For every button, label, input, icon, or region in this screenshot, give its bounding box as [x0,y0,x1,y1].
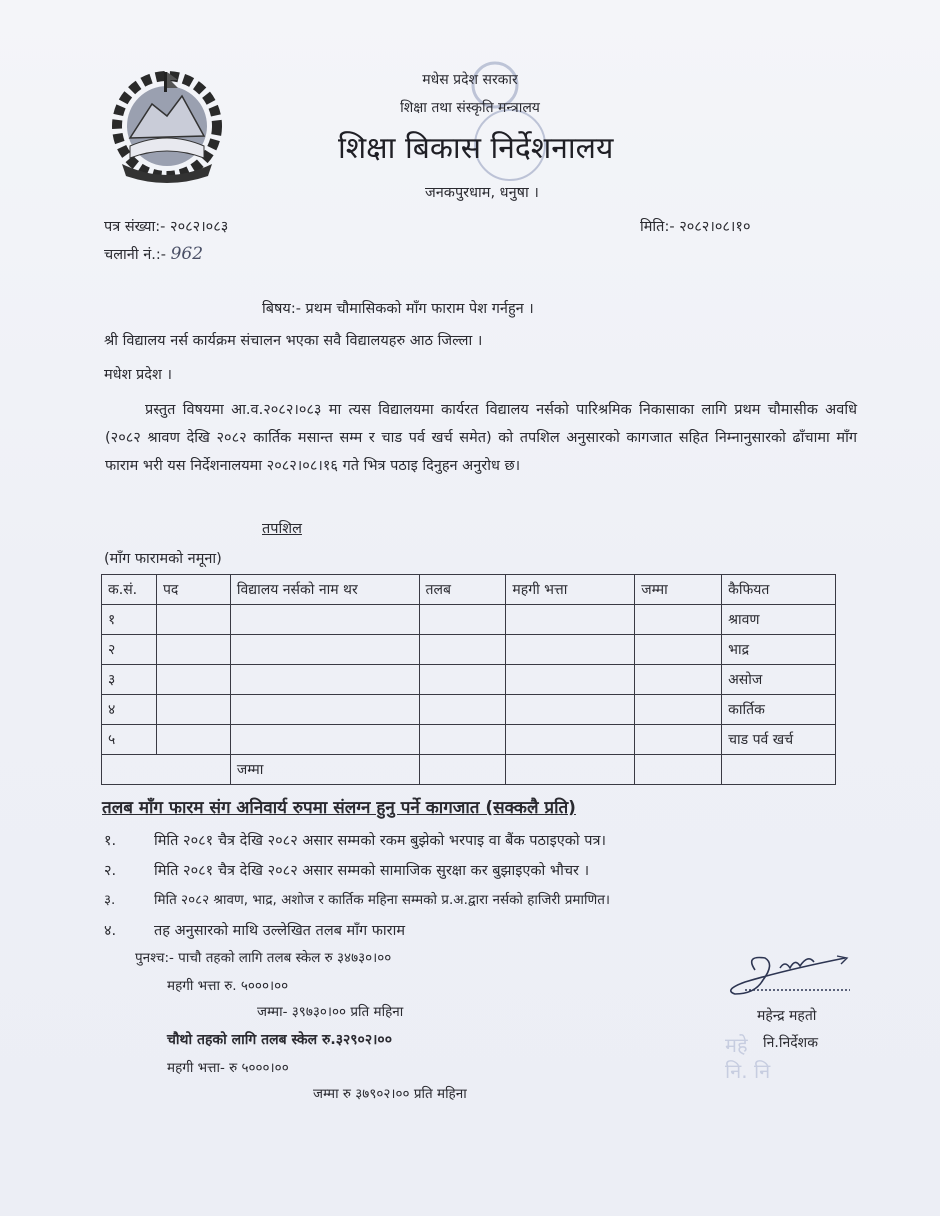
recipient-line-2: मधेश प्रदेश । [104,367,172,383]
directorate-title: शिक्षा बिकास निर्देशनालय [338,131,614,166]
table-header-row [102,575,836,605]
attachment-number: ४. [104,923,117,939]
row-remark: चाड पर्व खर्च [722,725,836,755]
subject-line: बिषय:- प्रथम चौमासिकको माँग फाराम पेश गर्नहुन । [262,301,534,317]
row-name [230,695,419,725]
faint-name-stamp [725,1032,770,1084]
attachment-number: १. [104,833,117,849]
header-salary: तलब [419,575,506,605]
attachment-item [104,890,610,908]
postscript-line-3: जम्मा- ३९७३०।०० प्रति महिना [257,1004,404,1020]
row-total [635,665,722,695]
recipient-line-1: श्री विद्यालय नर्स कार्यक्रम संचालन भएका सवै विद्यालयहरु आठ जिल्ला । [104,333,483,349]
table-row [102,695,836,725]
row-name [230,605,419,635]
table-row [102,665,836,695]
attachment-number: ३. [104,892,116,908]
row-serial: ५ [102,725,157,755]
postscript-line-4: चौथो तहको लागि तलब स्केल रु.३२९०२।०० [167,1032,392,1048]
attachment-text: तह अनुसारको माथि उल्लेखित तलब माँग फाराम [154,923,406,939]
total-label: जम्मा [230,755,419,785]
row-remark: असोज [722,665,836,695]
letter-date [640,216,751,236]
attachment-item [104,920,405,940]
gov-name: मधेस प्रदेश सरकार [422,72,518,88]
table-total-row [102,755,836,785]
row-post [156,725,230,755]
letter-date-label: मिति:- [640,219,675,235]
header-post: पद [156,575,230,605]
letter-number-value: २०८२।०८३ [170,219,229,235]
dispatch-number-label: चलानी नं.:- [104,247,166,263]
ministry-name: शिक्षा तथा संस्कृति मन्त्रालय [400,100,540,116]
row-remark: श्रावण [722,605,836,635]
row-serial: ४ [102,695,157,725]
row-name [230,725,419,755]
header-nurse-name: विद्यालय नर्सको नाम थर [230,575,419,605]
row-serial: ३ [102,665,157,695]
table-row [102,605,836,635]
letter-number [104,216,228,236]
faint-stamp-line-2: नि. नि [725,1059,771,1083]
row-total [635,605,722,635]
office-address: जनकपुरधाम, धनुषा । [425,185,539,201]
dispatch-number-value: 962 [170,244,204,264]
attachment-number: २. [104,863,117,879]
row-salary [419,725,506,755]
postscript-line-5: महगी भत्ता- रु ५०००।०० [167,1060,289,1076]
table-row [102,725,836,755]
row-total [635,695,722,725]
total-salary [419,755,506,785]
attachment-item [104,860,589,880]
header-total: जम्मा [635,575,722,605]
postscript-line-6: जम्मा रु ३७९०२।०० प्रति महिना [313,1086,467,1102]
attachment-text: मिति २०८१ चैत्र देखि २०८२ असार सम्मको सामाजिक सुरक्षा कर बुझाइएको भौचर । [154,863,590,879]
total-remark [722,755,836,785]
row-salary [419,665,506,695]
header-allowance: महगी भत्ता [506,575,635,605]
row-allowance [506,695,635,725]
row-total [635,635,722,665]
signatory-name: महेन्द्र महतो [757,1008,817,1024]
row-total [635,725,722,755]
row-salary [419,605,506,635]
attachment-item [104,830,606,850]
row-allowance [506,725,635,755]
header-serial: क.सं. [102,575,157,605]
postscript-line-2: महगी भत्ता रु. ५०००।०० [167,978,289,994]
row-allowance [506,635,635,665]
row-serial: १ [102,605,157,635]
row-salary [419,635,506,665]
row-post [156,695,230,725]
total-empty [102,755,231,785]
row-salary [419,695,506,725]
row-post [156,605,230,635]
tapsil-heading: तपशिल [262,521,302,537]
row-name [230,635,419,665]
postscript-line-1: पुनश्च:- पाचौ तहको लागि तलब स्केल रु ३४७३०।०० [135,950,392,966]
attachment-text: मिति २०८२ श्रावण, भाद्र, अशोज र कार्तिक महिना सम्मको प्र.अ.द्वारा नर्सको हाजिरी प्रमाणित। [154,892,611,908]
row-post [156,635,230,665]
attachment-text: मिति २०८१ चैत्र देखि २०८२ असार सम्मको रकम बुझेको भरपाइ वा बैंक पठाइएको पत्र। [154,833,606,849]
handwritten-signature-icon [725,950,855,1010]
faint-stamp-line-1: महे [725,1033,748,1057]
total-allowance [506,755,635,785]
letter-number-label: पत्र संख्या:- [104,219,166,235]
dispatch-number [104,244,203,264]
attachments-title: तलब माँग फारम संग अनिवार्य रुपमा संलग्न हुनु पर्ने कागजात (सक्कलै प्रति) [102,798,576,818]
signatory-title: नि.निर्देशक [763,1035,818,1051]
form-caption: (माँग फारामको नमूना) [104,551,222,567]
row-remark: कार्तिक [722,695,836,725]
row-remark: भाद्र [722,635,836,665]
row-post [156,665,230,695]
row-allowance [506,665,635,695]
body-paragraph: प्रस्तुत विषयमा आ.व.२०८२।०८३ मा त्यस विद्यालयमा कार्यरत विद्यालय नर्सको पारिश्रमिक निकासाका लागि प्रथम चौमासीक अवधि (२०८२ श्रावण देखि २०८२ कार्तिक मसान्त सम्म र चाड पर्व खर्च समेत) को तपशिल अनुसारको कागजात सहित निम्नानुसारको ढाँचामा माँग फाराम भरी यस निर्देशनालयमा २०८२।०८।१६ गते भित्र पठाइ दिनुहन अनुरोध छ। [105,402,857,474]
row-allowance [506,605,635,635]
row-name [230,665,419,695]
header-remarks: कैफियत [722,575,836,605]
demand-form-table [101,574,836,785]
row-serial: २ [102,635,157,665]
table-row [102,635,836,665]
total-sum [635,755,722,785]
letter-date-value: २०८२।०८।१० [679,219,751,235]
